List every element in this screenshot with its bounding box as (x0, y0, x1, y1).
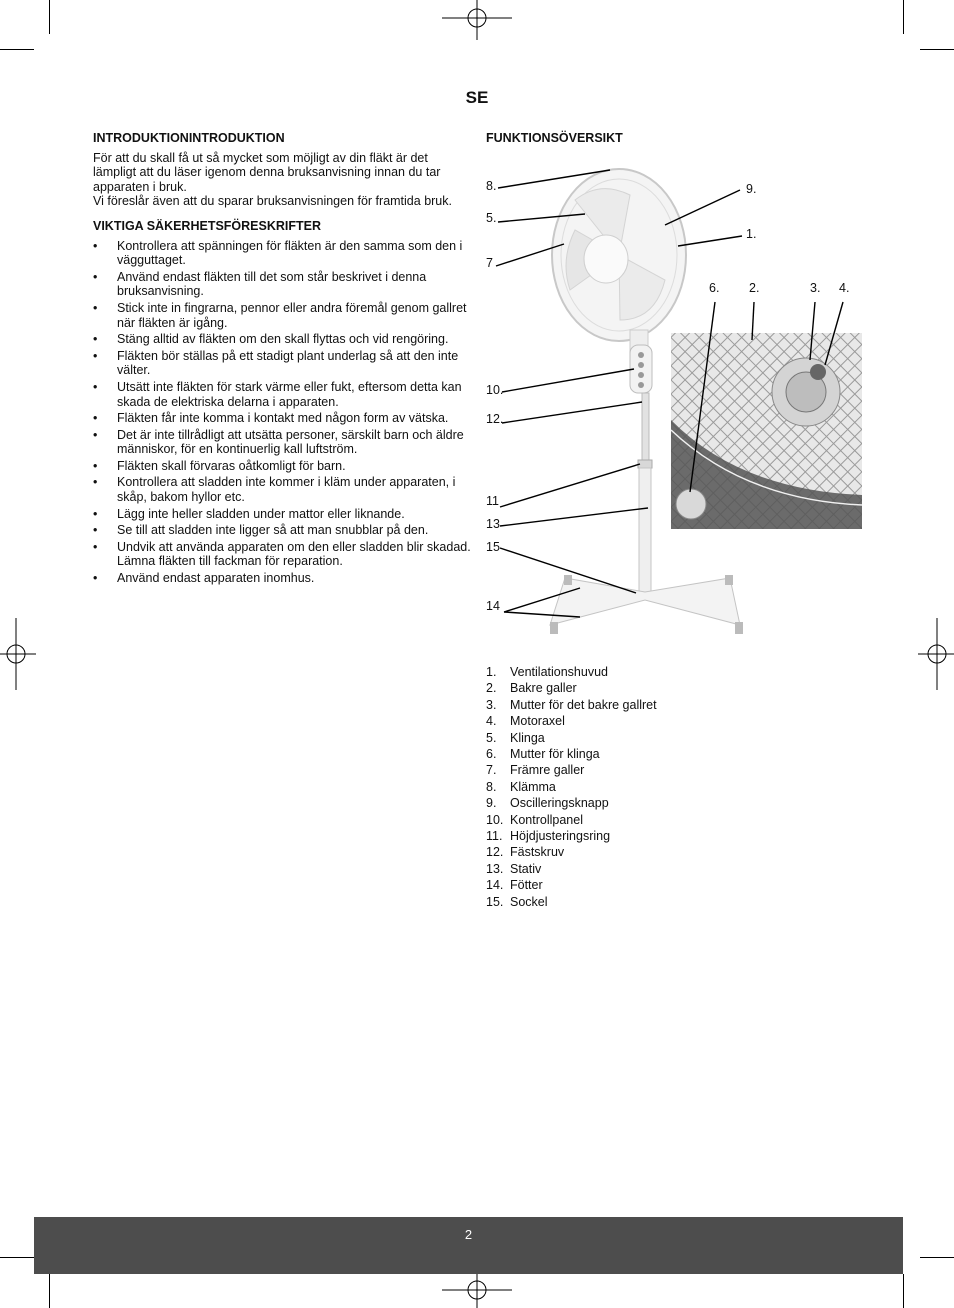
intro-heading: INTRODUKTIONINTRODUKTION (93, 131, 285, 145)
callout-label: 13 (486, 517, 500, 531)
parts-list-item: 8. Klämma (486, 779, 556, 794)
intro-line: Vi föreslår även att du sparar bruksanvisningen för framtida bruk. (93, 194, 452, 209)
safety-item: • Kontrollera att sladden inte kommer i kläm under apparaten, i skåp, bakom hyllor etc. (93, 475, 473, 504)
intro-line: apparaten i bruk. (93, 179, 187, 194)
callout-label: 1. (746, 227, 757, 241)
callout-label: 4. (839, 281, 850, 295)
callout-label: 7 (486, 256, 493, 270)
parts-list-item: 9. Oscilleringsknapp (486, 796, 609, 811)
safety-item: • Stäng alltid av fläkten om den skall flyttas och vid rengöring. (93, 332, 473, 347)
callout-label: 6. (709, 281, 720, 295)
parts-list-item: 13. Stativ (486, 861, 542, 876)
callout-label: 9. (746, 182, 757, 196)
fan-diagram (480, 160, 880, 650)
parts-list-item: 11. Höjdjusteringsring (486, 829, 611, 844)
parts-list-item: 7. Främre galler (486, 763, 585, 778)
crop-mark (903, 1274, 904, 1308)
safety-item: • Undvik att använda apparaten om den eller sladden blir skadad. Lämna fläkten till fackman för reparation. (93, 540, 473, 569)
registration-mark-left (0, 618, 36, 690)
safety-item: • Lägg inte heller sladden under mattor eller liknande. (93, 507, 473, 522)
parts-list-item: 10. Kontrollpanel (486, 812, 583, 827)
safety-list (93, 239, 473, 586)
safety-heading: VIKTIGA SÄKERHETSFÖRESKRIFTER (93, 218, 322, 233)
page-number: 2 (464, 1227, 473, 1242)
callout-label: 5. (486, 211, 497, 225)
registration-mark-top (440, 0, 514, 40)
center-hub (584, 235, 628, 283)
registration-mark-bottom (440, 1270, 514, 1308)
safety-item: • Fläkten bör ställas på ett stadigt plant underlag så att den inte välter. (93, 349, 473, 378)
callout-label: 2. (749, 281, 760, 295)
safety-item: • Fläkten skall förvaras oåtkomligt för barn. (93, 459, 473, 474)
parts-list-item: 1. Ventilationshuvud (486, 665, 608, 679)
intro-line: lämpligt att du läser igenom denna bruksanvisning innan du tar (93, 165, 441, 180)
parts-list-item: 2. Bakre galler (486, 681, 577, 696)
intro-paragraph (93, 151, 473, 209)
crop-mark (920, 1257, 954, 1258)
parts-list-item: 5. Klinga (486, 730, 545, 745)
callout-label: 12. (486, 412, 504, 426)
language-heading: SE (465, 88, 489, 107)
callout-label: 15 (486, 540, 500, 554)
safety-item: • Se till att sladden inte ligger så att man snubblar på den. (93, 523, 473, 538)
safety-item: • Det är inte tillrådligt att utsätta personer, särskilt barn och äldre människor, för en kontinuerlig kall luftström. (93, 428, 473, 457)
parts-list-item: 4. Motoraxel (486, 714, 565, 729)
safety-item: • Kontrollera att spänningen för fläkten är den samma som den i vägguttaget. (93, 239, 473, 268)
left-column (93, 131, 473, 588)
pole-shape (642, 393, 649, 463)
parts-list (486, 664, 657, 910)
safety-item: • Använd endast apparaten inomhus. (93, 571, 473, 586)
safety-item: • Utsätt inte fläkten för stark värme eller fukt, eftersom detta kan skada de elektriska delarna i apparaten. (93, 380, 473, 409)
callout-label: 14 (486, 599, 500, 613)
fan-illustration (480, 160, 880, 650)
parts-list-item: 12. Fästskruv (486, 845, 565, 860)
crop-mark (920, 49, 954, 50)
registration-mark-right (918, 618, 954, 690)
footer-bar (34, 1217, 903, 1274)
callout-label: 3. (810, 281, 821, 295)
intro-line: För att du skall få ut så mycket som möjligt av din fläkt är det (93, 150, 428, 165)
crop-mark (903, 0, 904, 34)
overview-heading: FUNKTIONSÖVERSIKT (486, 131, 623, 145)
callout-label: 11 (486, 494, 499, 508)
crop-mark (0, 49, 34, 50)
parts-list-item: 3. Mutter för det bakre gallret (486, 697, 657, 712)
parts-list-item: 15. Sockel (486, 894, 548, 909)
safety-item: • Fläkten får inte komma i kontakt med någon form av vätska. (93, 411, 473, 426)
crop-mark (49, 1274, 50, 1308)
safety-item: • Stick inte in fingrarna, pennor eller andra föremål genom gallret när fläkten är igång. (93, 301, 473, 330)
parts-list-item: 6. Mutter för klinga (486, 747, 600, 762)
crop-mark (0, 1257, 34, 1258)
callout-label: 8. (486, 179, 497, 193)
crop-mark (49, 0, 50, 34)
callout-label: 10. (486, 383, 504, 397)
safety-item: • Använd endast fläkten till det som står beskrivet i denna bruksanvisning. (93, 270, 473, 299)
parts-list-item: 14. Fötter (486, 878, 543, 893)
